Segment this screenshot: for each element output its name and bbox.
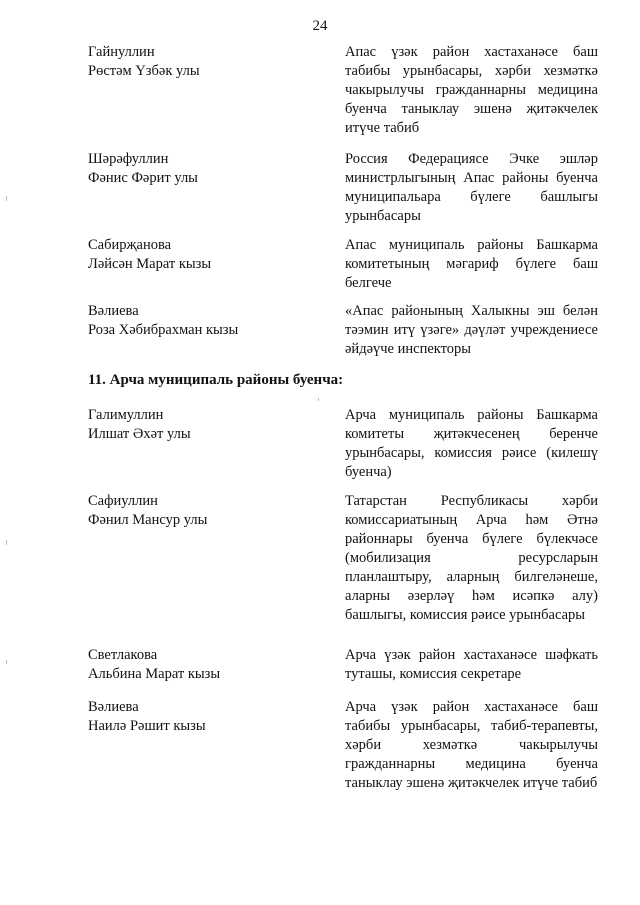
member-surname: Галимуллин (88, 407, 164, 423)
member-name (88, 236, 318, 274)
member-role: Татарстан Республикасы хәрби комиссариатының Арча һәм Әтнә районнары буенча бүлеге бүлекчәсе (мобилизация ресурсларын планлаштыру, аларның билгеләнеше, аларны әзерләү һәм исәпкә алу) башлыгы, комиссия рәисе урынбасары (345, 493, 598, 623)
member-given-name: Наилә Рәшит кызы (88, 718, 206, 734)
member-role: Апас муниципаль районы Башкарма комитетының мәгариф бүлеге баш белгече (345, 237, 598, 291)
member-given-name: Илшат Әхәт улы (88, 426, 191, 442)
member-role: Арча муниципаль районы Башкарма комитеты җитәкчесенең беренче урынбасары, комиссия рәисе (килешү буенча) (345, 407, 598, 480)
member-surname: Шәрәфуллин (88, 151, 169, 167)
member-surname: Вәлиева (88, 699, 139, 715)
member-name (88, 150, 318, 188)
member-role: Апас үзәк район хастаханәсе баш табибы урынбасары, хәрби хезмәткә чакырылучы гражданнарны медицина буенча таныклау эшенә җитәкчелек итүче табиб (345, 44, 598, 136)
member-role: Арча үзәк район хастаханәсе шәфкать туташы, комиссия секретаре (345, 647, 598, 682)
member-surname: Вәлиева (88, 303, 139, 319)
section-heading: 11. Арча муниципаль районы буенча: (88, 372, 344, 388)
member-name (88, 646, 318, 684)
member-given-name: Ләйсән Марат кызы (88, 256, 212, 272)
member-given-name: Рөстәм Үзбәк улы (88, 63, 200, 79)
scan-artifact (318, 398, 319, 401)
member-surname: Сабирҗанова (88, 237, 172, 253)
member-role: Арча үзәк район хастаханәсе баш табибы урынбасары, табиб-терапевты, хәрби хезмәткә чакырылучы гражданнарны медицина буенча таныклау эшенә җитәкчелек итүче табиб (345, 699, 598, 791)
member-given-name: Альбина Марат кызы (88, 666, 221, 682)
scan-artifact (6, 196, 7, 201)
member-given-name: Фәнил Мансур улы (88, 512, 208, 528)
member-given-name: Фәнис Фәрит улы (88, 170, 198, 186)
member-name (88, 406, 318, 444)
page-number: 24 (312, 18, 328, 34)
member-role: Россия Федерациясе Эчке эшләр министрлыгының Апас районы буенча муниципальара бүлеге башлыгы урынбасары (345, 151, 598, 224)
member-name (88, 492, 318, 530)
member-surname: Сафиуллин (88, 493, 158, 509)
member-role: «Апас районының Халыкны эш белән тәэмин итү үзәге» дәүләт учреждениесе әйдәүче инспекторы (345, 303, 598, 357)
member-surname: Светлакова (88, 647, 158, 663)
member-given-name: Роза Хәбибрахман кызы (88, 322, 239, 338)
scan-artifact (6, 540, 7, 545)
member-name (88, 302, 318, 340)
member-surname: Гайнуллин (88, 44, 155, 60)
member-name (88, 43, 318, 81)
scan-artifact (6, 660, 7, 664)
member-name (88, 698, 318, 736)
